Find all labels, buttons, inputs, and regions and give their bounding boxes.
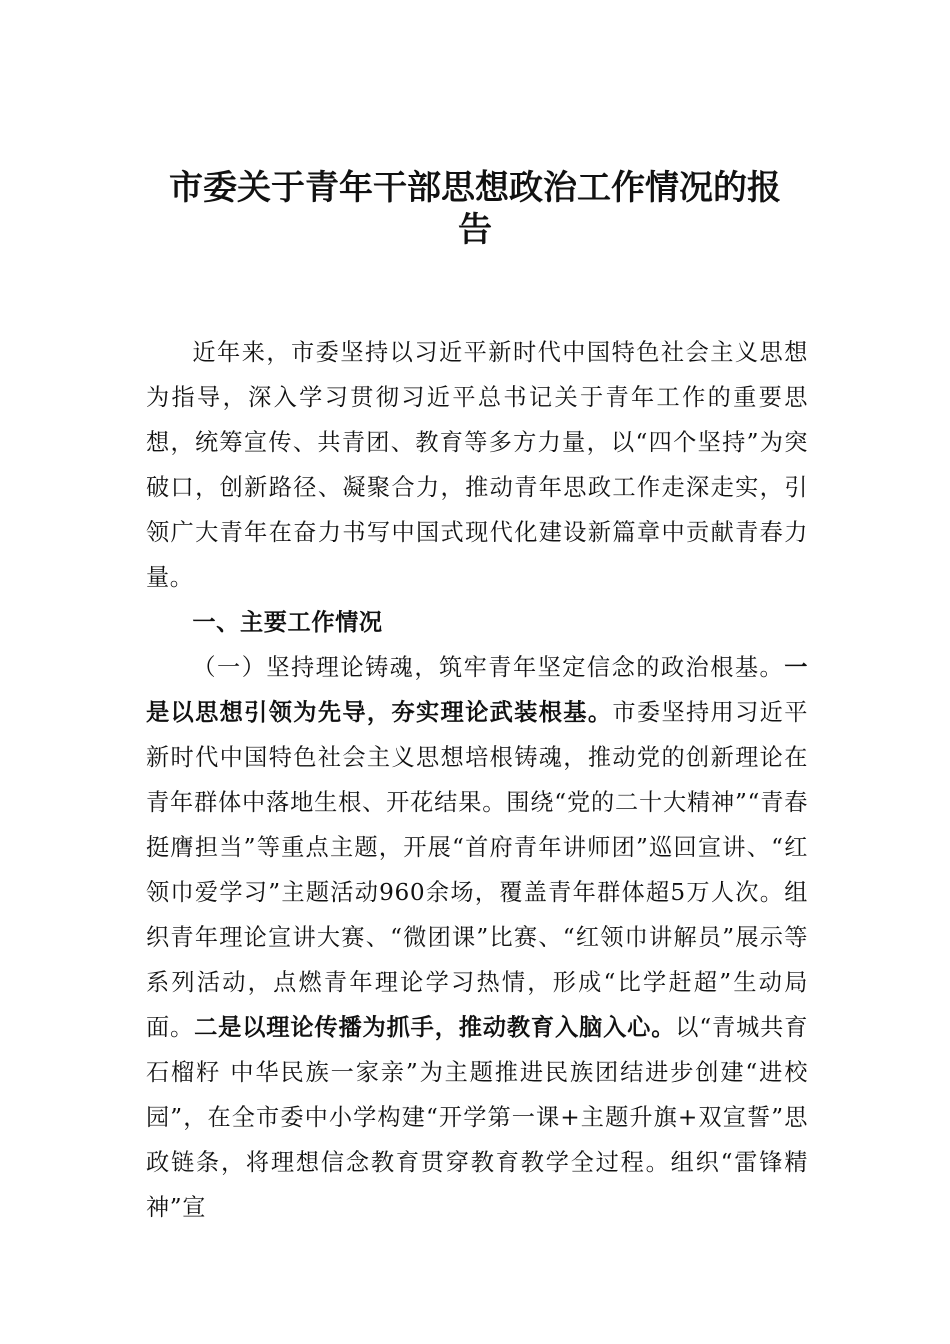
- document-title-line2: 告: [458, 210, 492, 250]
- document-title-line1: 市委关于青年干部思想政治工作情况的报: [169, 168, 781, 208]
- subsection-heading: （一）坚持理论铸魂，筑牢青年坚定信念的政治根基。: [192, 654, 785, 681]
- point1-lead: 一是以思想引领为先导，夯实理论武装根基。: [146, 654, 808, 726]
- section-heading: 一、主要工作情况: [192, 609, 383, 636]
- point2-text: 以“青城共育石榴籽 中华民族一家亲”为主题推进民族团结进步创建“进校园”，在全市委中小学构建“开学第一课+主题升旗+双宣誓”思政链条，将理想信念教育贯穿教育教学全过程。组织“雷锋精神”宣: [146, 1014, 809, 1221]
- point1-text: 市委坚持用习近平新时代中国特色社会主义思想培根铸魂，推动党的创新理论在青年群体中落地生根、开花结果。围绕“党的二十大精神”“青春挺膺担当”等重点主题，开展“首府青年讲师团”巡回宣讲、“红领巾爱学习”主题活动960余场，覆盖青年群体超5万人次。组织青年理论宣讲大赛、“微团课”比赛、“红领巾讲解员”展示等系列活动，点燃青年理论学习热情，形成“比学赶超”生动局面。: [146, 699, 808, 1041]
- point2-lead: 二是以理论传播为抓手，推动教育入脑入心。: [194, 1014, 676, 1041]
- document-body: [146, 330, 808, 1230]
- intro-paragraph: 近年来，市委坚持以习近平新时代中国特色社会主义思想为指导，深入学习贯彻习近平总书记关于青年工作的重要思想，统筹宣传、共青团、教育等多方力量，以“四个坚持”为突破口，创新路径、凝聚合力，推动青年思政工作走深走实，引领广大青年在奋力书写中国式现代化建设新篇章中贡献青春力量。: [146, 339, 808, 591]
- subsection-paragraph: [146, 645, 808, 1230]
